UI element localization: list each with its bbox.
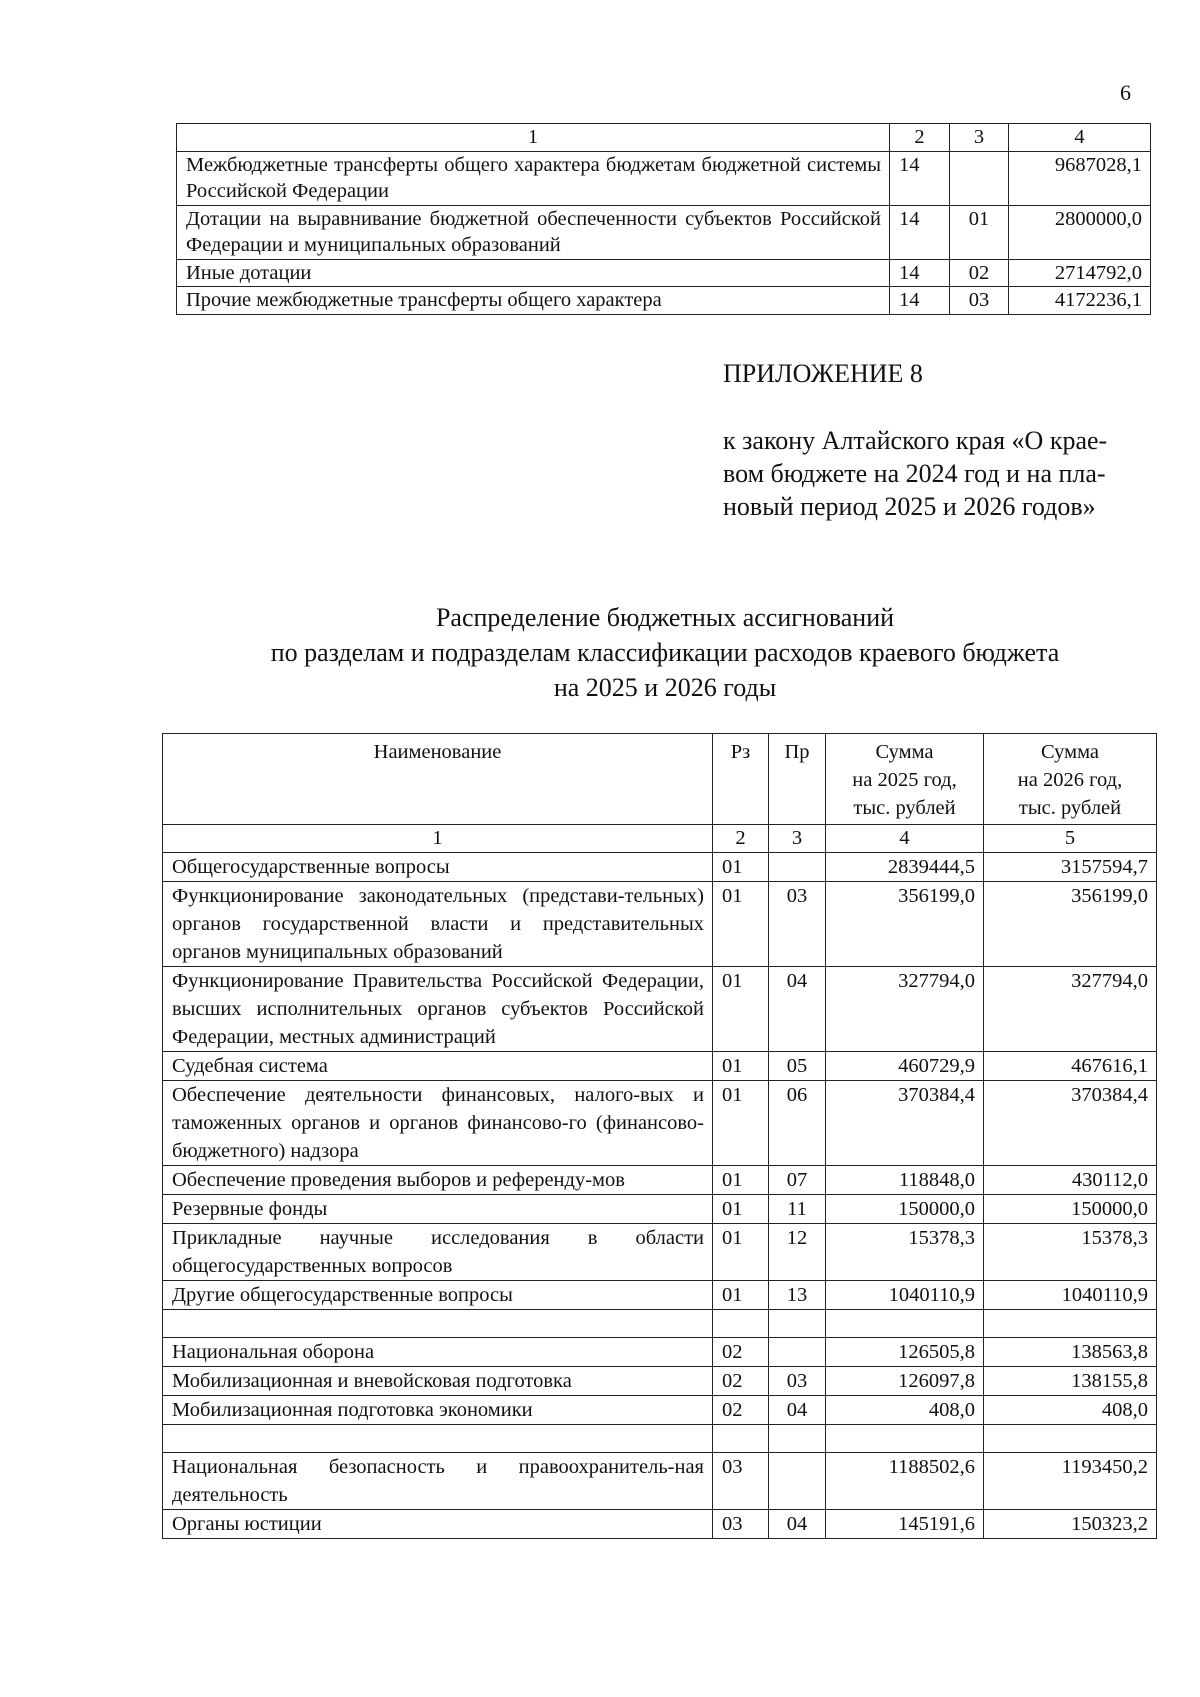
table-row (163, 1510, 1157, 1539)
table-row (163, 1453, 1157, 1510)
budget-table (162, 733, 1157, 1539)
table-row (163, 1081, 1157, 1166)
sum-2025-cell: 150000,0 (826, 1195, 984, 1224)
appendix-title: ПРИЛОЖЕНИЕ 8 (723, 359, 923, 388)
rz-cell (713, 1310, 769, 1338)
pr-cell: 04 (769, 1396, 826, 1425)
spacer-row (163, 1425, 1157, 1453)
rz-cell (713, 1425, 769, 1453)
table-row (163, 1396, 1157, 1425)
header-line: Сумма (1040, 741, 1100, 763)
column-number: 3 (769, 825, 826, 853)
table-row (163, 1195, 1157, 1224)
sum-2025-cell: 118848,0 (826, 1166, 984, 1195)
table-row (163, 1367, 1157, 1396)
name-cell: Общегосударственные вопросы (163, 853, 713, 882)
name-cell: Национальная безопасность и правоохранитель-ная деятельность (163, 1453, 713, 1510)
header-rz: Рз (713, 734, 769, 825)
rz-cell: 02 (713, 1338, 769, 1367)
name-cell (163, 1425, 713, 1453)
rz-cell: 01 (713, 1166, 769, 1195)
name-cell: Прикладные научные исследования в области общегосударственных вопросов (163, 1224, 713, 1281)
sum-2025-cell: 126097,8 (826, 1367, 984, 1396)
sum-2026-cell: 150000,0 (984, 1195, 1157, 1224)
rz-cell: 01 (713, 1052, 769, 1081)
name-cell: Функционирование Правительства Российской Федерации, высших исполнительных органов субъектов Российской Федерации, местных администраций (163, 967, 713, 1052)
sum-2026-cell: 15378,3 (984, 1224, 1157, 1281)
sum-2025-cell (826, 1425, 984, 1453)
table-row (163, 882, 1157, 967)
name-cell: Резервные фонды (163, 1195, 713, 1224)
header-cell: 2 (890, 124, 950, 152)
sum-2025-cell: 327794,0 (826, 967, 984, 1052)
column-number: 1 (163, 825, 713, 853)
rz-cell: 01 (713, 853, 769, 882)
pr-cell: 07 (769, 1166, 826, 1195)
rz-cell: 02 (713, 1367, 769, 1396)
pr-cell: 03 (950, 287, 1009, 315)
table-row (177, 151, 1151, 205)
appendix-line: к закону Алтайского края «О крае- (723, 426, 1108, 455)
table-row (163, 1052, 1157, 1081)
rz-cell: 01 (713, 1081, 769, 1166)
header-line: тыс. рублей (853, 797, 956, 819)
sum-2026-cell: 150323,2 (984, 1510, 1157, 1539)
sum-2025-cell (826, 1310, 984, 1338)
header-line: на 2026 год, (1017, 769, 1123, 791)
header-cell: 1 (177, 124, 890, 152)
sum-2025-cell: 15378,3 (826, 1224, 984, 1281)
sum-2025-cell: 370384,4 (826, 1081, 984, 1166)
name-cell: Иные дотации (177, 259, 890, 287)
rz-cell: 01 (713, 882, 769, 967)
sum-2025-cell: 2839444,5 (826, 853, 984, 882)
sum-2026-cell: 1193450,2 (984, 1453, 1157, 1510)
header-name: Наименование (163, 734, 713, 825)
name-cell: Обеспечение проведения выборов и референду-мов (163, 1166, 713, 1195)
sum-2026-cell: 370384,4 (984, 1081, 1157, 1166)
name-cell: Мобилизационная подготовка экономики (163, 1396, 713, 1425)
header-line: Сумма (875, 741, 934, 763)
pr-cell (950, 151, 1009, 205)
rz-cell: 03 (713, 1510, 769, 1539)
sum-2025-cell: 408,0 (826, 1396, 984, 1425)
pr-cell (769, 1453, 826, 1510)
sum-2025-cell: 1040110,9 (826, 1281, 984, 1310)
rz-cell: 14 (890, 287, 950, 315)
table-row (163, 1281, 1157, 1310)
rz-cell: 01 (713, 1195, 769, 1224)
table-row (177, 205, 1151, 259)
rz-cell: 03 (713, 1453, 769, 1510)
header-line: тыс. рублей (1018, 797, 1122, 819)
title-line: по разделам и подразделам классификации расходов краевого бюджета (270, 638, 1060, 667)
column-number: 2 (713, 825, 769, 853)
rz-cell: 14 (890, 151, 950, 205)
name-cell: Функционирование законодательных (представи-тельных) органов государственной власти и представительных органов муниципальных образований (163, 882, 713, 967)
name-cell: Дотации на выравнивание бюджетной обеспеченности субъектов Российской Федерации и муниципальных образований (177, 205, 890, 259)
pr-cell (769, 853, 826, 882)
sum-2025-cell: 126505,8 (826, 1338, 984, 1367)
document-title (190, 600, 1140, 705)
pr-cell: 04 (769, 967, 826, 1052)
name-cell (163, 1310, 713, 1338)
sum-2026-cell: 327794,0 (984, 967, 1157, 1052)
table-header-row (163, 734, 1157, 825)
name-cell: Обеспечение деятельности финансовых, налого-вых и таможенных органов и органов финансово-го (финансово-бюджетного) надзора (163, 1081, 713, 1166)
appendix-line: вом бюджете на 2024 год и на пла- (723, 459, 1106, 488)
name-cell: Органы юстиции (163, 1510, 713, 1539)
pr-cell: 02 (950, 259, 1009, 287)
pr-cell (769, 1338, 826, 1367)
sum-2026-cell: 138563,8 (984, 1338, 1157, 1367)
sum-2025-cell: 356199,0 (826, 882, 984, 967)
rz-cell: 02 (713, 1396, 769, 1425)
table-row (163, 967, 1157, 1052)
pr-cell: 12 (769, 1224, 826, 1281)
sum-2026-cell (984, 1310, 1157, 1338)
name-cell: Другие общегосударственные вопросы (163, 1281, 713, 1310)
table-row (163, 853, 1157, 882)
column-number: 4 (826, 825, 984, 853)
sum-cell: 2800000,0 (1009, 205, 1151, 259)
pr-cell: 13 (769, 1281, 826, 1310)
table-row (177, 259, 1151, 287)
header-pr: Пр (769, 734, 826, 825)
sum-2026-cell: 467616,1 (984, 1052, 1157, 1081)
sum-cell: 9687028,1 (1009, 151, 1151, 205)
pr-cell: 05 (769, 1052, 826, 1081)
pr-cell: 06 (769, 1081, 826, 1166)
name-cell: Национальная оборона (163, 1338, 713, 1367)
sum-2026-cell: 430112,0 (984, 1166, 1157, 1195)
pr-cell: 11 (769, 1195, 826, 1224)
table-header-row (177, 124, 1151, 152)
name-cell: Судебная система (163, 1052, 713, 1081)
table-row (163, 1338, 1157, 1367)
appendix-block (723, 357, 1107, 523)
header-sum-2025 (826, 734, 984, 825)
header-line: на 2025 год, (852, 769, 957, 791)
pr-cell (769, 1425, 826, 1453)
rz-cell: 01 (713, 1224, 769, 1281)
rz-cell: 01 (713, 967, 769, 1052)
sum-2026-cell (984, 1425, 1157, 1453)
rz-cell: 01 (713, 1281, 769, 1310)
pr-cell (769, 1310, 826, 1338)
rz-cell: 14 (890, 205, 950, 259)
sum-2026-cell: 356199,0 (984, 882, 1157, 967)
sum-2025-cell: 1188502,6 (826, 1453, 984, 1510)
table-row (177, 287, 1151, 315)
sum-2026-cell: 3157594,7 (984, 853, 1157, 882)
rz-cell: 14 (890, 259, 950, 287)
sum-2026-cell: 408,0 (984, 1396, 1157, 1425)
pr-cell: 01 (950, 205, 1009, 259)
column-number-row (163, 825, 1157, 853)
top-table (176, 123, 1151, 315)
page-number: 6 (1120, 80, 1131, 105)
sum-2025-cell: 460729,9 (826, 1052, 984, 1081)
header-cell: 3 (950, 124, 1009, 152)
sum-cell: 2714792,0 (1009, 259, 1151, 287)
header-cell: 4 (1009, 124, 1151, 152)
table-row (163, 1224, 1157, 1281)
table-row (163, 1166, 1157, 1195)
sum-2025-cell: 145191,6 (826, 1510, 984, 1539)
pr-cell: 03 (769, 1367, 826, 1396)
pr-cell: 04 (769, 1510, 826, 1539)
name-cell: Межбюджетные трансферты общего характера бюджетам бюджетной системы Российской Федерации (177, 151, 890, 205)
title-line: Распределение бюджетных ассигнований (435, 603, 895, 632)
pr-cell: 03 (769, 882, 826, 967)
column-number: 5 (984, 825, 1157, 853)
header-sum-2026 (984, 734, 1157, 825)
sum-2026-cell: 138155,8 (984, 1367, 1157, 1396)
title-line: на 2025 и 2026 годы (553, 673, 777, 702)
spacer-row (163, 1310, 1157, 1338)
sum-2026-cell: 1040110,9 (984, 1281, 1157, 1310)
appendix-line: новый период 2025 и 2026 годов» (723, 492, 1096, 521)
table-body (163, 853, 1157, 1539)
name-cell: Прочие межбюджетные трансферты общего характера (177, 287, 890, 315)
name-cell: Мобилизационная и вневойсковая подготовка (163, 1367, 713, 1396)
sum-cell: 4172236,1 (1009, 287, 1151, 315)
